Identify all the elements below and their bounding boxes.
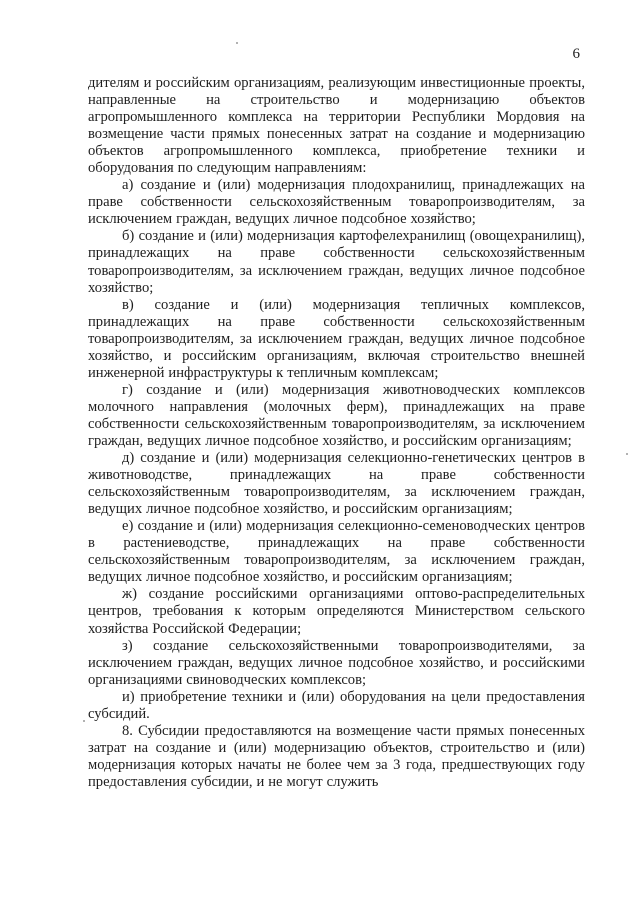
list-item-z: з) создание сельскохозяйственными товаропроизводителями, за исключением граждан, ведущих личное подсобное хозяйство, и российскими организациями свиноводческих комплексов; xyxy=(88,637,585,688)
page-number: 6 xyxy=(572,46,580,62)
list-item-b: б) создание и (или) модернизация картофелехранилищ (овощехранилищ), принадлежащих на праве собственности сельскохозяйственным товаропроизводителям, за исключением граждан, ведущих личное подсобное хозяйство; xyxy=(88,228,585,296)
list-item-zh: ж) создание российскими организациями оптово-распределительных центров, требования к которым определяются Министерством сельского хозяйства Российской Федерации; xyxy=(88,586,585,637)
document-body xyxy=(88,75,585,791)
list-item-e: е) создание и (или) модернизация селекционно-семеноводческих центров в растениеводстве, принадлежащих на праве собственности сельскохозяйственным товаропроизводителям, за исключением граждан, ведущих личное подсобное хозяйство, и российским организациям; xyxy=(88,518,585,586)
list-item-i: и) приобретение техники и (или) оборудования на цели предоставления субсидий. xyxy=(88,688,585,722)
paragraph-continuation: дителям и российским организациям, реализующим инвестиционные проекты, направленные на строительство и модернизацию объектов агропромышленного комплекса на территории Республики Мордовия на возмещение части прямых понесенных затрат на создание и модернизацию объектов агропромышленного комплекса, приобретение техники и оборудования по следующим направлениям: xyxy=(88,75,585,177)
scan-speck xyxy=(626,453,628,455)
scan-speck xyxy=(83,720,85,722)
scan-speck xyxy=(236,42,238,44)
list-item-g: г) создание и (или) модернизация животноводческих комплексов молочного направления (молочных ферм), принадлежащих на праве собственности сельскохозяйственным товаропроизводителям, за исключением граждан, ведущих личное подсобное хозяйство, и российским организациям; xyxy=(88,381,585,449)
list-item-a: а) создание и (или) модернизация плодохранилищ, принадлежащих на праве собственности сельскохозяйственным товаропроизводителям, за исключением граждан, ведущих личное подсобное хозяйство; xyxy=(88,177,585,228)
list-item-v: в) создание и (или) модернизация тепличных комплексов, принадлежащих на праве собственности сельскохозяйственным товаропроизводителям, за исключением граждан, ведущих личное подсобное хозяйство, и российским организациям, включая строительство внешней инженерной инфраструктуры к тепличным комплексам; xyxy=(88,296,585,381)
paragraph-clause-8: 8. Субсидии предоставляются на возмещение части прямых понесенных затрат на создание и (или) модернизацию объектов, строительство и (или) модернизация которых начаты не более чем за 3 года, предшествующих году предоставления субсидии, и не могут служить xyxy=(88,722,585,790)
list-item-d: д) создание и (или) модернизация селекционно-генетических центров в животноводстве, принадлежащих на праве собственности сельскохозяйственным товаропроизводителям, за исключением граждан, ведущих личное подсобное хозяйство, и российским организациям; xyxy=(88,450,585,518)
